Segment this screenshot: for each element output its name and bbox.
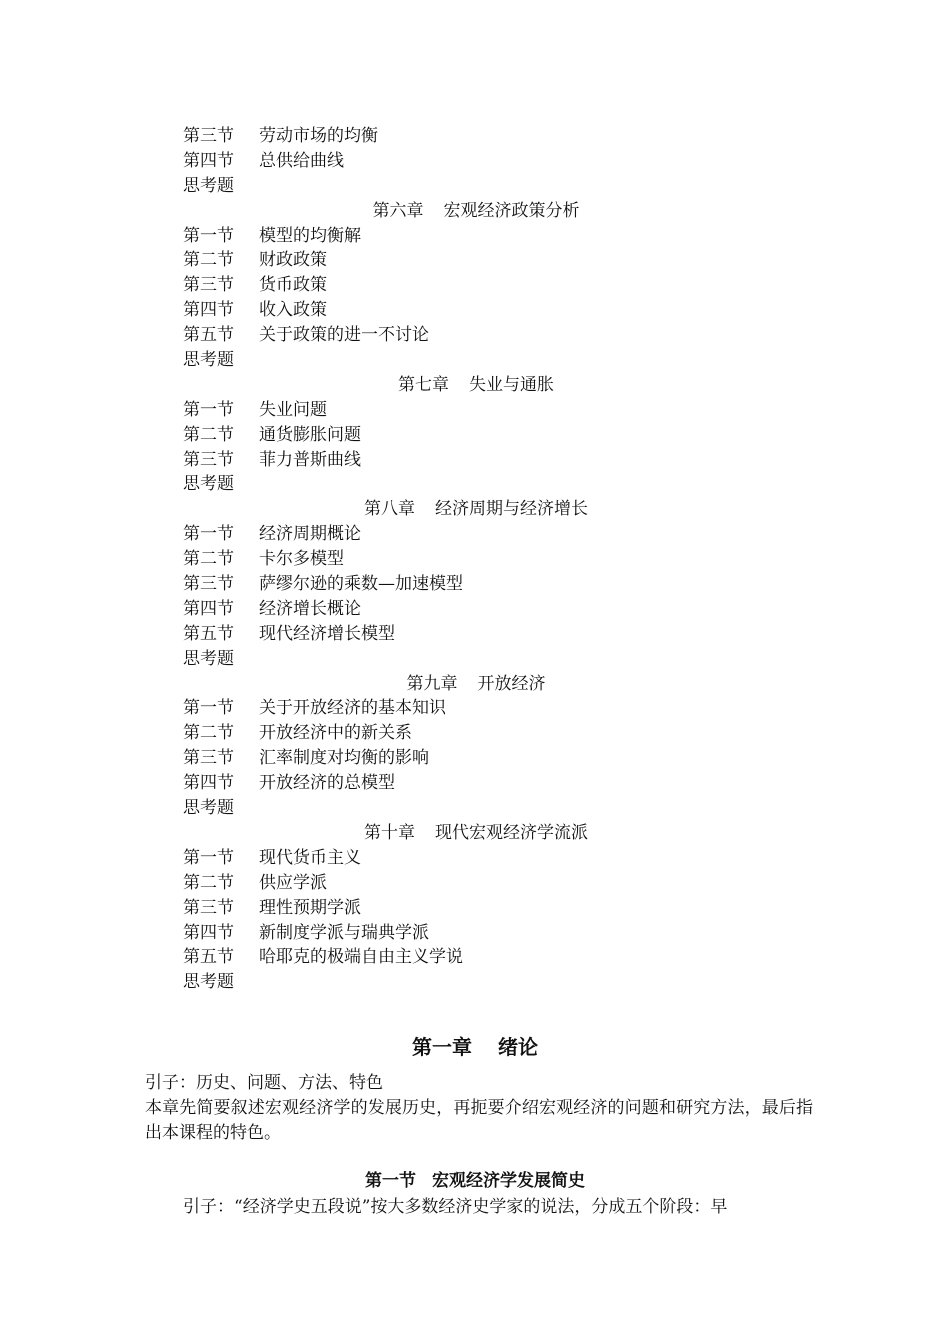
- toc-chapter-heading: 第十章 现代宏观经济学流派: [364, 822, 588, 843]
- toc-think-questions: 思考题: [183, 350, 234, 371]
- toc-chapter-heading: 第六章 宏观经济政策分析: [372, 200, 580, 221]
- toc-section-entry: 第四节 总供给曲线: [183, 150, 344, 171]
- toc-chapter-heading: 第八章 经济周期与经济增长: [364, 499, 588, 520]
- toc-think-questions: 思考题: [183, 648, 234, 669]
- toc-section-entry: 第五节 哈耶克的极端自由主义学说: [183, 947, 463, 968]
- section-title: 第一节 宏观经济学发展简史: [365, 1171, 585, 1191]
- toc-section-entry: 第三节 货币政策: [183, 275, 327, 296]
- toc-think-questions: 思考题: [183, 175, 234, 196]
- toc-section-entry: 第一节 失业问题: [183, 399, 327, 420]
- chapter-title: 第一章 绪论: [412, 1035, 538, 1059]
- toc-section-entry: 第四节 开放经济的总模型: [183, 773, 395, 794]
- toc-section-entry: 第四节 经济增长概论: [183, 598, 361, 619]
- toc-chapter-heading: 第九章 开放经济: [406, 673, 546, 694]
- toc-section-entry: 第三节 理性预期学派: [183, 897, 361, 918]
- toc-chapter-heading: 第七章 失业与通胀: [398, 374, 554, 395]
- toc-section-entry: 第一节 现代货币主义: [183, 847, 361, 868]
- section-paragraph: 引子：“经济学史五段说”按大多数经济史学家的说法，分成五个阶段：早: [183, 1197, 728, 1217]
- table-of-contents: [0, 124, 950, 995]
- toc-section-entry: 第二节 卡尔多模型: [183, 549, 344, 570]
- toc-think-questions: 思考题: [183, 972, 234, 993]
- toc-section-entry: 第二节 供应学派: [183, 872, 327, 893]
- toc-section-entry: 第二节 财政政策: [183, 250, 327, 271]
- toc-section-entry: 第三节 菲力普斯曲线: [183, 449, 361, 470]
- toc-section-entry: 第一节 关于开放经济的基本知识: [183, 698, 446, 719]
- toc-section-entry: 第四节 收入政策: [183, 300, 327, 321]
- toc-section-entry: 第三节 汇率制度对均衡的影响: [183, 748, 429, 769]
- toc-section-entry: 第五节 关于政策的进一不讨论: [183, 325, 429, 346]
- chapter-paragraph: 本章先简要叙述宏观经济学的发展历史，再扼要介绍宏观经济的问题和研究方法，最后指出本课程的特色。: [145, 1098, 813, 1143]
- toc-think-questions: 思考题: [183, 798, 234, 819]
- toc-section-entry: 第二节 通货膨胀问题: [183, 424, 361, 445]
- chapter-intro: 引子：历史、问题、方法、特色: [145, 1073, 383, 1093]
- toc-section-entry: 第三节 劳动市场的均衡: [183, 126, 378, 146]
- toc-think-questions: 思考题: [183, 474, 234, 495]
- toc-section-entry: 第五节 现代经济增长模型: [183, 623, 395, 644]
- toc-section-entry: 第一节 经济周期概论: [183, 524, 361, 545]
- toc-section-entry: 第二节 开放经济中的新关系: [183, 723, 412, 744]
- toc-section-entry: 第一节 模型的均衡解: [183, 225, 361, 246]
- toc-section-entry: 第三节 萨缪尔逊的乘数—加速模型: [183, 574, 463, 595]
- toc-section-entry: 第四节 新制度学派与瑞典学派: [183, 922, 429, 943]
